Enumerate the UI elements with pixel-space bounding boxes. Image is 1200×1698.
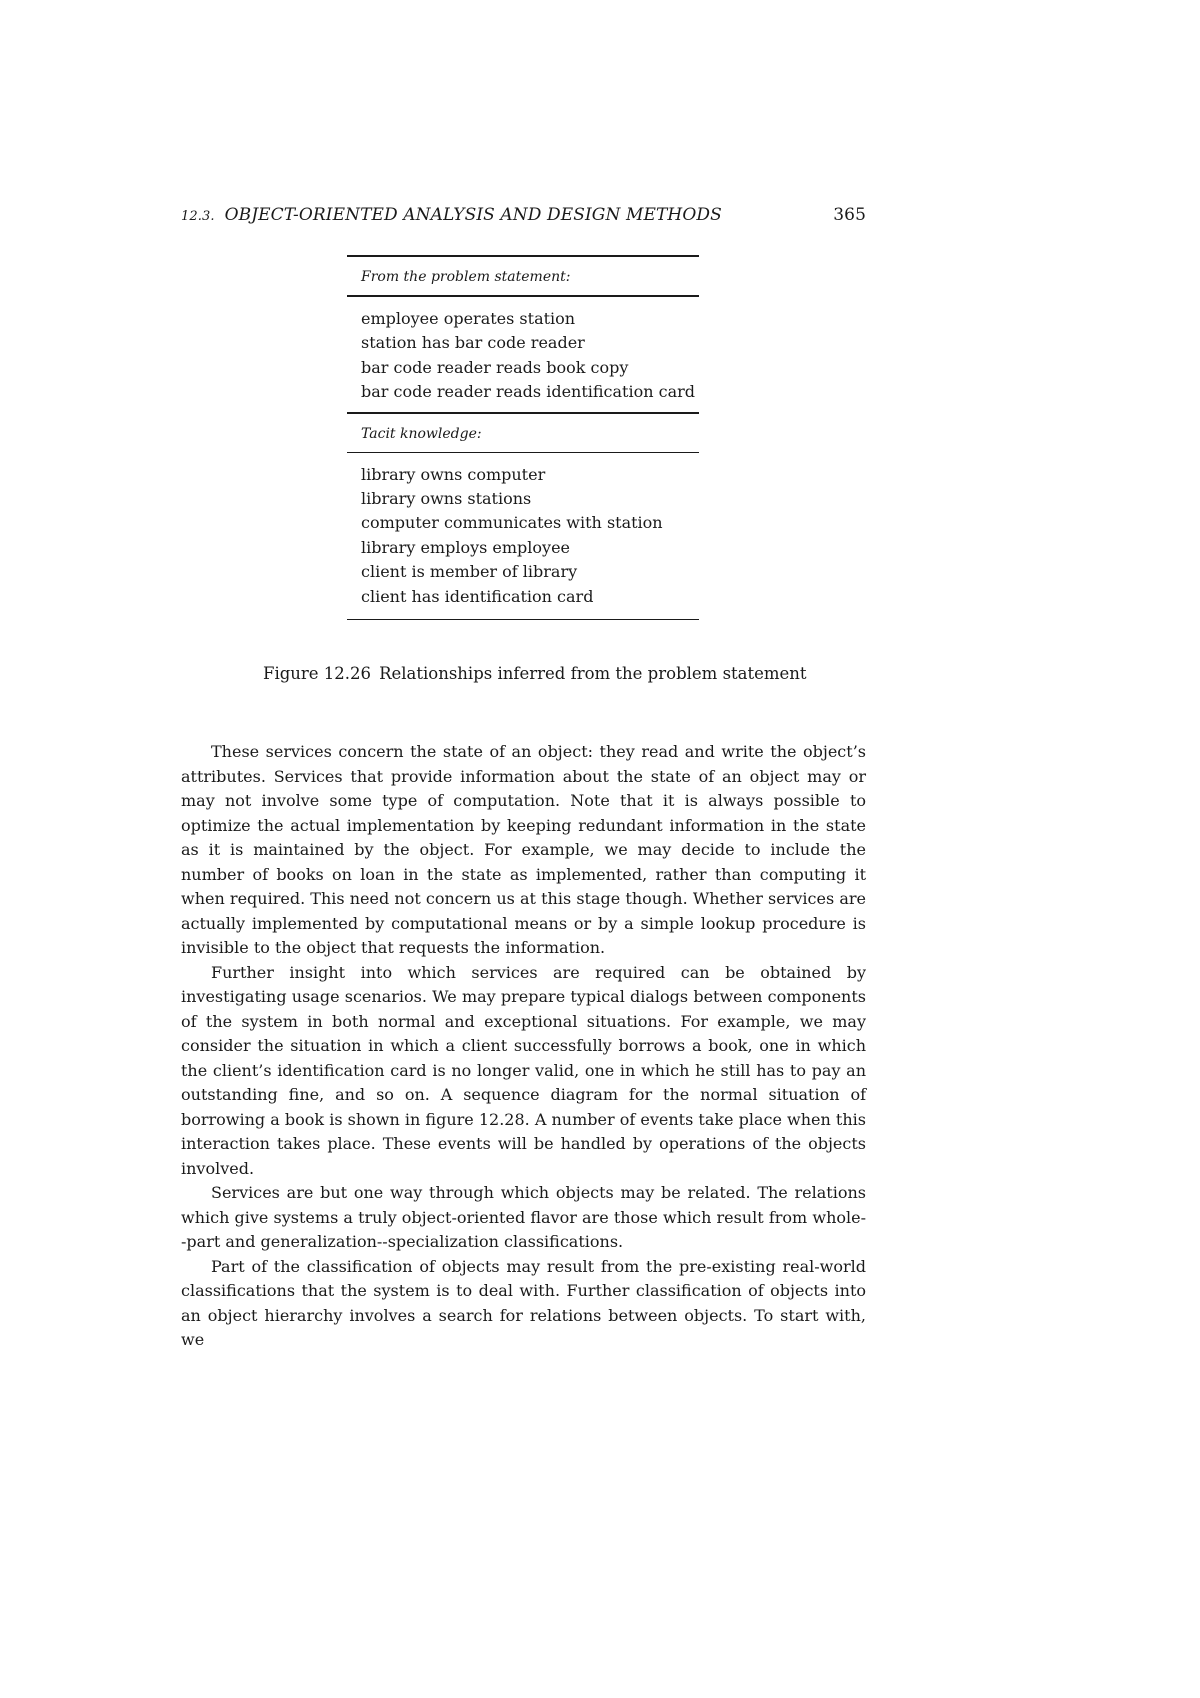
relationships-table (347, 255, 699, 620)
table-row: bar code reader reads identification card (361, 382, 696, 402)
paragraph: Part of the classification of objects may result from the pre-existing real-world classifications that the system is to deal with. Further classification of objects into an object hierarchy involves a search for relations between objects. To start with, we (181, 1256, 866, 1349)
table-row: library owns computer (361, 464, 546, 484)
table-group-heading: Tacit knowledge: (347, 412, 699, 453)
table-group-rows (347, 453, 699, 619)
table-row: station has bar code reader (361, 333, 585, 353)
figure-label: Figure 12.26 (263, 664, 372, 683)
figure-caption-text: Relationships inferred from the problem statement (379, 664, 807, 683)
paragraph: Further insight into which services are required can be obtained by investigating usage scenarios. We may prepare typical dialogs between components of the system in both normal and exceptional situations. For example, we may consider the situation in which a client successfully borrows a book, one in which the client’s identification card is no longer valid, one in which he still has to pay an outstanding fine, and so on. A sequence diagram for the normal situation of borrowing a book is shown in figure 12.28. A number of events take place when this interaction takes place. These events will be handled by operations of the objects involved. (181, 962, 866, 1178)
table-row: bar code reader reads book copy (361, 357, 629, 377)
table-row: computer communicates with station (361, 513, 663, 533)
table-group-heading: From the problem statement: (347, 257, 699, 297)
table-row: employee operates station (361, 309, 576, 328)
body-text (181, 740, 866, 1353)
table-row: library owns stations (361, 489, 532, 509)
table-row: library employs employee (361, 537, 571, 557)
page-number: 365 (833, 205, 866, 225)
table-row: client has identification card (361, 586, 594, 606)
table-group-rows (347, 297, 699, 412)
table-row: client is member of library (361, 562, 578, 582)
paragraph: These services concern the state of an object: they read and write the object’s attributes. Services that provide information about the state of an object may or may not involve some type of computation. Note that it is always possible to optimize the actual implementation by keeping redundant information in the state as it is maintained by the object. For example, we may decide to include the number of books on loan in the state as implemented, rather than computing it when required. This need not concern us at this stage though. Whether services are actually implemented by computational means or by a simple lookup procedure is invisible to the object that requests the information. (181, 742, 866, 957)
section-title: OBJECT-ORIENTED ANALYSIS AND DESIGN METHODS (224, 205, 722, 225)
paragraph: Services are but one way through which objects may be related. The relations which give systems a truly object-oriented flavor are those which result from whole--part and generalization--specialization classifications. (181, 1183, 866, 1251)
figure-caption (263, 664, 843, 683)
running-header (181, 205, 866, 229)
section-number: 12.3. (181, 209, 215, 224)
